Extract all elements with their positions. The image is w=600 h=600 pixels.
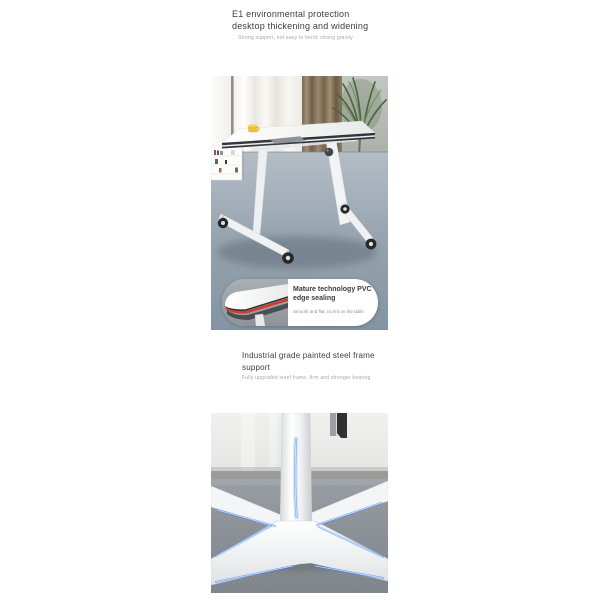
pvc-edge-thumb xyxy=(222,279,288,326)
folding-knob xyxy=(325,148,334,157)
page-title-line2: desktop thickening and widening xyxy=(232,21,369,31)
table-corner-closeup xyxy=(222,279,288,326)
callout-title xyxy=(293,286,372,303)
leg-base-scene xyxy=(211,413,388,593)
steel-frame-heading-line2: support xyxy=(242,362,271,372)
steel-frame-heading-line1: Industrial grade painted steel frame xyxy=(242,351,375,360)
callout-subtitle: Smooth and flat, no lint on the table xyxy=(293,309,364,314)
steel-frame-subtitle: Fully upgraded steel frame, firm and stronger bearing xyxy=(242,375,371,381)
callout-title-line1: Mature technology PVC xyxy=(293,286,372,293)
page-title xyxy=(232,8,368,32)
callout-title-line2: edge sealing xyxy=(293,294,336,302)
caster-wheel xyxy=(340,204,349,213)
table-leg-stub xyxy=(255,314,265,326)
table-shadow xyxy=(217,236,377,268)
main-product-photo xyxy=(211,76,388,330)
steel-frame-closeup-photo xyxy=(211,413,388,593)
page-title-line1: E1 environmental protection xyxy=(232,9,350,19)
pvc-edge-callout xyxy=(222,279,378,326)
steel-frame-heading xyxy=(242,350,375,373)
caster-wheel xyxy=(366,239,377,250)
wall-bracket xyxy=(330,413,347,438)
bookshelf xyxy=(211,146,244,180)
page-subtitle: Strong support, not easy to bend; strong gravity xyxy=(238,35,353,41)
callout-text xyxy=(288,279,376,326)
